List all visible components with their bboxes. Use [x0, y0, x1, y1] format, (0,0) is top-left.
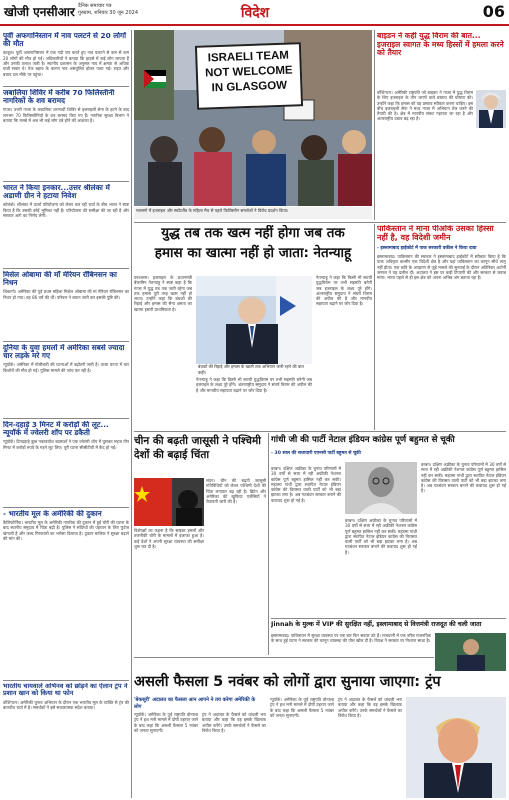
gandhi-story-headline-box — [271, 434, 506, 450]
left-story-7 — [3, 510, 129, 678]
left-story-7-body: कैलिफोर्निया। भारतीय मूल के अमेरिकी नागरिक की दुकान में हुई चोरी की घटना के बाद स्थानीय समुदाय में चिंता बढ़ी है। पुलिस ने संदिग्धों की पहचान के लिए फुटेज खंगाली है और जल्द गिरफ्तारी का भरोसा दिलाया है। दुकान मालिक ने सुरक्षा बढ़ाने की मांग की। — [3, 520, 129, 542]
left-story-2 — [3, 89, 129, 179]
trump-story-subhead: 'बेकसूरी' अदालत का फैसला आन आपने ने तय करेगा अमेरिकी के लोग — [134, 697, 256, 710]
china-story-body-a: लंदन। चीन की बढ़ती जासूसी गतिविधियों को लेकर पश्चिमी देशों की चिंता लगातार बढ़ रही है। ब्रिटेन और अमेरिका की खुफिया एजेंसियों ने चेतावनी जारी की है। — [206, 478, 266, 505]
left-story-5-body: न्यूयॉर्क। अमेरिका में गोलीबारी की घटनाओं में बढ़ोतरी जारी है। ताजा घटना में चार किशोरों की मौत हो गई। पुलिस मामले की जांच कर रही है। — [3, 362, 129, 373]
left-story-8-headline: भारतीय चायवाले अभिनव को छोड़ने का ऐलान ट्रंप ने प्रशान खान को किया था फोन — [3, 683, 128, 698]
left-story-6-headline: दिन-दहाड़े 3 मिनट में करोड़ों की लूट... न्यूयॉर्क में ज्वेलरी शॉप पर डकैती — [3, 421, 109, 438]
jinnah-story-body: इस्लामाबाद। पाकिस्तान में सुरक्षा व्यवस्था पर एक बार फिर सवाल उठे हैं। राजधानी में एक वरिष्ठ राजनयिक के साथ हुई घटना ने सरकार की कानून व्यवस्था की पोल खोल दी है। विपक्ष ने सरकार पर निशाना साधा है। — [271, 633, 431, 644]
gandhi-photo — [345, 462, 417, 514]
left-story-3 — [3, 184, 129, 266]
gandhi-story-body-c: डरबन। दक्षिण अफ्रीका के चुनाव परिणामों में 30 वर्षों से सत्ता में रही अफ्रीकी नेशनल कांग्रेस पूर्ण बहुमत हासिल नहीं कर सकी। महात्मा गांधी द्वारा स्थापित नेटाल इंडियन कांग्रेस की विरासत वाली पार्टी को भी बड़ा झटका लगा है। अब गठबंधन सरकार बनाने की कवायद शुरू हो गई है। — [421, 462, 506, 494]
section-title: विदेश — [240, 5, 270, 21]
pok-story-body: इस्लामाबाद। पाकिस्तान की सरकार ने इस्लामाबाद हाईकोर्ट में स्वीकार किया है कि पाक अधिकृत कश्मीर एक विदेशी क्षेत्र है और वहां पाकिस्तान का कानून सीधे लागू नहीं होता। एक कवि के अपहरण से जुड़े मामले की सुनवाई के दौरान अतिरिक्त अटॉर्नी जनरल ने यह दलील दी। अदालत ने इस पर कड़ी टिप्पणी की और सरकार से जवाब मांगा। भारत पहले से ही इस क्षेत्र को अपना अभिन्न अंग बताता रहा है। — [377, 253, 506, 281]
main-headline-line1: युद्ध तब तक खत्म नहीं होगा जब तक — [161, 225, 345, 241]
left-story-4-body: शिकागो। अमेरिका की पूर्व प्रथम महिला मिशेल ओबामा की मां मेरियन रॉबिनसन का निधन हो गया। वह 86 वर्ष की थीं। परिवार ने बयान जारी कर इसकी पुष्टि की। — [3, 289, 129, 300]
pok-story — [377, 225, 506, 429]
biden-story — [377, 32, 506, 218]
trump-story-headline: असली फैसला 5 नवंबर को लोगों द्वारा सुनाया जाएगा: ट्रंप — [134, 674, 441, 690]
left-story-3-headline: भारत ने किया इनकार...उत्तर श्रीलंका में अडाणी ग्रीन ने हटाया निवेश — [3, 184, 110, 201]
left-story-5 — [3, 344, 129, 416]
main-headline-line2: हमास का खात्मा नहीं हो जाता: नेतन्याहू — [154, 245, 352, 261]
protest-photo — [134, 30, 372, 206]
trump-story-headline-box — [134, 672, 506, 694]
china-story-headline-box — [134, 434, 266, 476]
left-story-1-headline: पूर्वी अफगानिस्तान में नाव पलटने से 20 लोगों की मौत — [3, 32, 127, 49]
biden-story-body: वॉशिंगटन। अमेरिकी राष्ट्रपति जो बाइडन ने गाजा में युद्ध विराम के लिए इजराइल के तीन चरणों वाले प्रस्ताव की घोषणा की। उन्होंने कहा कि हमास को यह प्रस्ताव स्वीकार करना चाहिए। इस बीच इजराइली सेना ने मध्य गाजा में अभियान तेज करने की तैयारी की है। क्षेत्र में मानवीय संकट गहराता जा रहा है और अंतरराष्ट्रीय दबाव बढ़ रहा है। — [377, 90, 473, 122]
gandhi-story-body-b: डरबन। दक्षिण अफ्रीका के चुनाव परिणामों में 30 वर्षों से सत्ता में रही अफ्रीकी नेशनल कांग्रेस पूर्ण बहुमत हासिल नहीं कर सकी। महात्मा गांधी द्वारा स्थापित नेटाल इंडियन कांग्रेस की विरासत वाली पार्टी को भी बड़ा झटका लगा है। अब गठबंधन सरकार बनाने की कवायद शुरू हो गई है। — [345, 518, 417, 555]
pok-story-subhead: - इस्लामाबाद हाईकोर्ट में पाक सरकारी वकील ने किया दावा — [377, 245, 477, 251]
china-story-headline: चीन की बढ़ती जासूसी ने पश्चिमी देशों की बढ़ाई चिंता — [134, 435, 261, 461]
left-story-1 — [3, 32, 129, 84]
pok-story-headline: पाकिस्तान ने माना पीओके उसका हिस्सा नहीं है, वह विदेशी जमीन — [377, 225, 494, 242]
gandhi-story-headline: गांधी जी की पार्टी नेटाल इंडियन कांग्रेस पूर्ण बहुमत से चूकी — [271, 435, 455, 445]
china-photo — [134, 478, 204, 526]
protest-sign-line1: ISRAELI TEAM — [207, 49, 290, 65]
main-story-body-a: यरुशलम। इजराइल के प्रधानमंत्री बेंजामिन नेतन्याहू ने स्पष्ट कहा है कि गाजा में युद्ध तब तक जारी रहेगा जब तक हमास पूरी तरह खत्म नहीं हो जाता। उन्होंने कहा कि बंधकों की रिहाई और हमास की सैन्य क्षमता का खात्मा हमारी प्राथमिकता है। — [134, 275, 192, 312]
jinnah-photo — [435, 633, 506, 671]
trump-photo — [406, 697, 506, 798]
main-story-body-b: नेतन्याहू ने कहा कि किसी भी स्थायी युद्धविराम पर तभी सहमति बनेगी जब इजराइल के लक्ष्य पूरे होंगे। अंतरराष्ट्रीय समुदाय ने संघर्ष विराम की अपील की है और मानवीय सहायता बढ़ाने पर जोर दिया है। — [316, 275, 372, 307]
left-story-2-body: गाजा। उत्तरी गाजा के जबालिया शरणार्थी शिविर से इजराइली सेना के हटने के बाद लगभग 70 फिलिस्तीनियों के शव बरामद किए गए हैं। नागरिक सुरक्षा विभाग ने बताया कि मलबे में अब भी कई लोग दबे होने की आशंका है। — [3, 107, 129, 123]
protest-sign-line3: IN GLASGOW — [211, 79, 288, 95]
china-story-body-b: विशेषज्ञों का कहना है कि साइबर हमलों और तकनीकी चोरी के मामलों में इजाफा हुआ है। कई देशों ने अपनी सुरक्षा व्यवस्था की समीक्षा शुरू कर दी है। — [134, 528, 204, 549]
left-story-5-headline: दुनिया के युवा हमलों में अमेरिका सबसे ज्यादा चार लड़के मरे गए — [3, 344, 125, 361]
jinnah-story-headline: Jinnah के मुल्क में VIP की सुरक्षित नहीं, इस्लामाबाद से वित्तमंत्री राजदूत की चली जाता — [271, 621, 482, 628]
left-story-8-body: वॉशिंगटन। अमेरिकी चुनाव अभियान के दौरान एक भारतीय मूल के व्यक्ति से ट्रंप की बातचीत चर्चा में है। समर्थकों ने इसे सकारात्मक संदेश बताया। — [3, 699, 129, 710]
biden-story-headline: बाइडन ने कहीं युद्ध विराम की बात... इजराइल स्वागत के मध्य हिस्सों में हमला करने को तैयार — [377, 32, 504, 57]
netanyahu-photo — [196, 276, 312, 364]
netanyahu-caption: बंधकों की रिहाई और हमास के खात्मे तक अभियान जारी रहने की बात कही। — [196, 364, 312, 375]
trump-story-body-a: न्यूयॉर्क। अमेरिका के पूर्व राष्ट्रपति डोनाल्ड ट्रंप ने हश मनी मामले में दोषी ठहराए जाने के बाद कहा कि असली फैसला 5 नवंबर को जनता सुनाएगी। — [134, 712, 198, 733]
left-story-6-body: न्यूयॉर्क। दिनदहाड़े कुछ नकाबपोश बदमाशों ने एक ज्वेलरी शॉप में घुसकर महज तीन मिनट में करोड़ों रुपये के गहने लूट लिए। पूरी घटना सीसीटीवी में कैद हो गई। — [3, 439, 129, 450]
trump-story-body-b: ट्रंप ने अदालत के फैसले को धांधली भरा बताया और कहा कि वह इसके खिलाफ अपील करेंगे। उनके समर्थकों ने फैसले का विरोध किया है। — [202, 712, 266, 733]
protest-sign-line2: NOT WELCOME — [204, 64, 293, 80]
biden-photo — [476, 90, 506, 128]
page-header — [0, 0, 509, 26]
masthead-meta — [78, 3, 193, 17]
protest-sign — [195, 42, 303, 110]
left-story-1-body: काबुल। पूर्वी अफगानिस्तान में एक नदी पार करते हुए नाव पलटने से कम से कम 20 लोगों की मौत हो गई। अधिकारियों ने बताया कि हादसे में कई लोग लापता हैं और उनकी तलाश जारी है। स्थानीय प्रशासन के अनुसार नाव में क्षमता से अधिक यात्री सवार थे। तेज बहाव के कारण नाव असंतुलित होकर पलट गई। राहत और बचाव दल मौके पर पहुंचा। — [3, 50, 129, 77]
left-story-3-body: कोलंबो। श्रीलंका में ऊर्जा परियोजना को लेकर चल रही चर्चा के बीच भारत ने स्पष्ट किया है कि उसकी कोई भूमिका नहीं है। परियोजना की समीक्षा की जा रही है और सरकार आगे का निर्णय लेगी। — [3, 202, 129, 218]
page-number: 06 — [482, 2, 505, 21]
trump-story-body-c: न्यूयॉर्क। अमेरिका के पूर्व राष्ट्रपति डोनाल्ड ट्रंप ने हश मनी मामले में दोषी ठहराए जाने के बाद कहा कि असली फैसला 5 नवंबर को जनता सुनाएगी। — [270, 697, 334, 718]
main-story-body-c: नेतन्याहू ने कहा कि किसी भी स्थायी युद्धविराम पर तभी सहमति बनेगी जब इजराइल के लक्ष्य पूरे होंगे। अंतरराष्ट्रीय समुदाय ने संघर्ष विराम की अपील की है और मानवीय सहायता बढ़ाने पर जोर दिया है। — [196, 377, 312, 393]
left-story-7-headline: - भारतीय मूल के अमेरिकी की दुकान — [3, 510, 102, 518]
gandhi-story-subhead: - 30 साल की सत्ताधारी एएनसी पार्टी बहुमत से चूकी — [271, 451, 361, 456]
masthead-meta-line1: दैनिक समाचार पत्र — [78, 3, 112, 9]
masthead-title: खोजी एनसीआर — [4, 5, 75, 19]
left-story-2-headline: जबालिया शिविर में करीब 70 फिलिस्तीनी नागरिकों के शव बरामद — [3, 89, 115, 106]
masthead-meta-line2: गुरुग्राम, शनिवार 30 जून 2024 — [78, 10, 139, 16]
protest-photo-caption: ग्लासगो में इजराइल और स्कॉटलैंड के महिला मैच से पहले फिलिस्तीन समर्थकों ने विरोध प्रदर्शन किया। — [134, 207, 372, 219]
left-story-8 — [3, 683, 129, 798]
left-story-4-headline: मिसेल ओबामा की माँ मेरियन रॉबिनसन का निधन — [3, 271, 117, 288]
jinnah-story-headline-box — [271, 620, 506, 632]
left-story-6 — [3, 421, 129, 505]
left-story-4 — [3, 271, 129, 339]
gandhi-story-body: डरबन। दक्षिण अफ्रीका के चुनाव परिणामों में 30 वर्षों से सत्ता में रही अफ्रीकी नेशनल कांग्रेस पूर्ण बहुमत हासिल नहीं कर सकी। महात्मा गांधी द्वारा स्थापित नेटाल इंडियन कांग्रेस की विरासत वाली पार्टी को भी बड़ा झटका लगा है। अब गठबंधन सरकार बनाने की कवायद शुरू हो गई है। — [271, 466, 341, 503]
trump-story-body-d: ट्रंप ने अदालत के फैसले को धांधली भरा बताया और कहा कि वह इसके खिलाफ अपील करेंगे। उनके समर्थकों ने फैसले का विरोध किया है। — [338, 697, 402, 718]
main-headline — [134, 225, 372, 271]
